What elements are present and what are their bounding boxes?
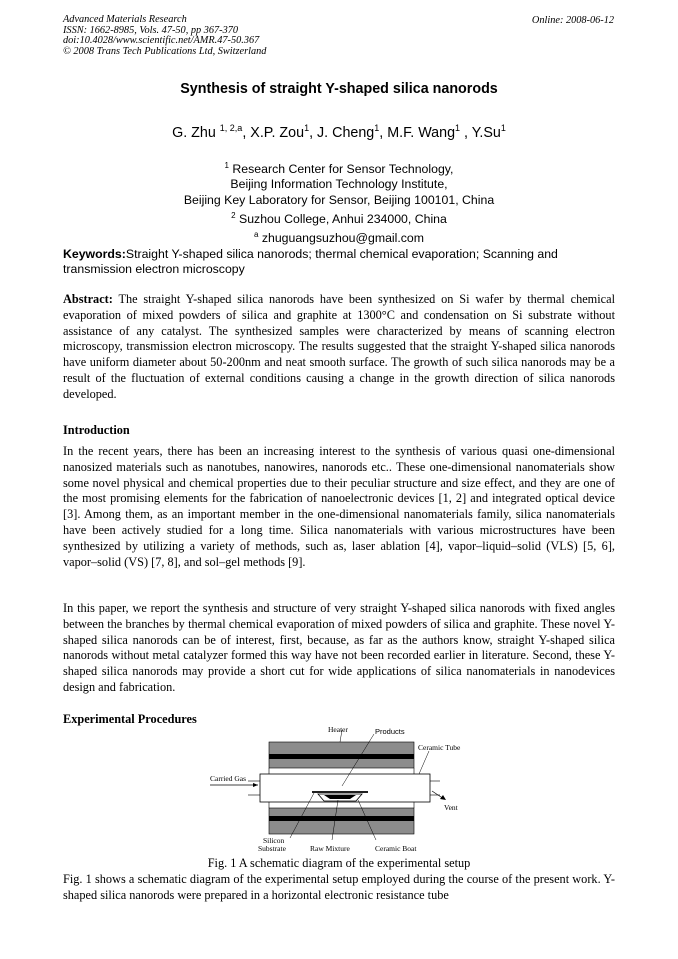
author-name: X.P. Zou bbox=[250, 125, 305, 141]
author-name: J. Cheng bbox=[317, 125, 375, 141]
affiliation-line bbox=[0, 158, 678, 177]
label-vent: Vent bbox=[444, 803, 458, 812]
author-sup: 1 bbox=[374, 123, 380, 133]
keywords-label: Keywords: bbox=[63, 247, 126, 261]
affiliation-text: Research Center for Sensor Technology, bbox=[232, 162, 454, 176]
affil-sup: 1 bbox=[224, 161, 229, 170]
experimental-setup-figure bbox=[200, 724, 461, 854]
label-substrate: Substrate bbox=[258, 844, 286, 853]
journal-name: Advanced Materials Research bbox=[63, 14, 187, 25]
affiliations bbox=[0, 158, 678, 246]
section-heading-experimental: Experimental Procedures bbox=[63, 712, 197, 726]
author-name: M.F. Wang bbox=[387, 125, 456, 141]
journal-header bbox=[63, 15, 266, 57]
affil-sup: 2 bbox=[231, 210, 236, 220]
figure-caption: Fig. 1 A schematic diagram of the experimental setup bbox=[207, 856, 471, 870]
author-name: Y.Su bbox=[471, 125, 501, 141]
label-ceramic-tube: Ceramic Tube bbox=[418, 743, 461, 752]
copyright: © 2008 Trans Tech Publications Ltd, Switzerland bbox=[63, 45, 267, 57]
issn: ISSN: 1662-8985, Vols. 47-50, pp 367-370 bbox=[63, 24, 239, 36]
affiliation-line: Beijing Information Technology Institute, bbox=[230, 177, 448, 192]
experimental-paragraph-1: Fig. 1 shows a schematic diagram of the experimental setup employed during the course of the present work. Y-shaped silica nanorods were prepared in a horizontal electronic resistance tube bbox=[63, 872, 615, 902]
affiliation-email bbox=[0, 227, 678, 246]
author-sup: 1 bbox=[304, 123, 310, 133]
author-sup: 1 bbox=[455, 123, 461, 133]
label-raw-mixture: Raw Mixture bbox=[310, 844, 350, 853]
affiliation-text: Suzhou College, Anhui 234000, China bbox=[239, 211, 447, 226]
doi: doi:10.4028/www.scientific.net/AMR.47-50.367 bbox=[63, 35, 260, 47]
intro-paragraph-2: In this paper, we report the synthesis and structure of very straight Y-shaped silica nanorods with fixed angles between the branches by thermal chemical evaporation of mixed powders of silica and graphite. These novel Y-shaped silica nanorods can be of interest, first, because, as far as the authors know, straight Y-shaped silica nanorods without metal catalyzer formed this way have not been recorded earlier in literature. Second, these Y-shaped silica nanorods may provide a short cut for wide applications of silica nanomaterials in nanodevices design and fabrication. bbox=[63, 601, 615, 694]
author-list: G. Zhu $^{1, 2,a}$, X.P. Zou$^1$, J. Cheng$^1$, M.F. Wang$^1$ , Y.Su$^1$ bbox=[172, 123, 506, 141]
keywords-text: Straight Y-shaped silica nanorods; thermal chemical evaporation; Scanning and transmission electron microscopy bbox=[63, 247, 558, 277]
label-heater: Heater bbox=[328, 725, 348, 734]
label-carried-gas: Carried Gas bbox=[210, 774, 247, 783]
abstract-label: Abstract: bbox=[63, 292, 113, 306]
label-ceramic-boat: Ceramic Boat bbox=[375, 844, 417, 853]
label-products: Products bbox=[375, 727, 405, 736]
online-date: Online: 2008-06-12 bbox=[531, 15, 614, 26]
label-silicon: Silicon bbox=[263, 836, 285, 845]
affiliation-line: Beijing Key Laboratory for Sensor, Beijing 100101, China bbox=[183, 192, 495, 207]
affiliation-line bbox=[0, 208, 678, 227]
intro-paragraph-1: In the recent years, there has been an increasing interest to the synthesis of various quasi one-dimensional nanosized materials such as nanotubes, nanowires, nanorods etc.. These one-dimensional nanomaterials show some novel physical and chemical properties due to their peculiar structure and size effect, and they are one of the most promising elements for the fabrication of nanoelectronic devices [1, 2] and integrated optical device [3]. Among them, as an important member in the one-dimensional nanomaterials family, silica nanomaterials have been actively studied for a long time. Silica nanomaterials with various microstructures have been synthesized by utilizing a variety of methods, such as, laser ablation [4], vapor–liquid–solid (VLS) [5, 6], vapor–solid (VS) [7, 8], and sol–gel methods [9]. bbox=[63, 444, 615, 569]
abstract-text: The straight Y-shaped silica nanorods have been synthesized on Si wafer by thermal chemical evaporation of mixed powders of silica and graphite at 1300°C and condensation on Si substrate without assistance of any catalyst. The synthesized samples were characterized by means of scanning electron microscopy, transmission electron microscopy. The results suggested that the straight Y-shaped silica nanorods have uniform diameter about 50-200nm and neat smooth surface. The growth of such silica nanorods may be a result of the fluctuation of external conditions causing a change in the growth direction of silica nanorods developed. bbox=[63, 292, 615, 401]
keywords bbox=[63, 247, 615, 277]
author-sup: 1 bbox=[500, 123, 506, 133]
author-name: G. Zhu bbox=[172, 125, 216, 141]
section-heading-introduction: Introduction bbox=[63, 423, 130, 437]
author-sup: 1, 2,a bbox=[219, 123, 243, 133]
heater-top-band bbox=[269, 754, 414, 759]
paper-title: Synthesis of straight Y-shaped silica nanorods bbox=[180, 81, 498, 97]
email-text: zhuguangsuzhou@gmail.com bbox=[261, 231, 425, 246]
heater-bottom-band bbox=[269, 816, 414, 821]
affil-sup: a bbox=[253, 230, 259, 240]
abstract bbox=[63, 292, 615, 403]
